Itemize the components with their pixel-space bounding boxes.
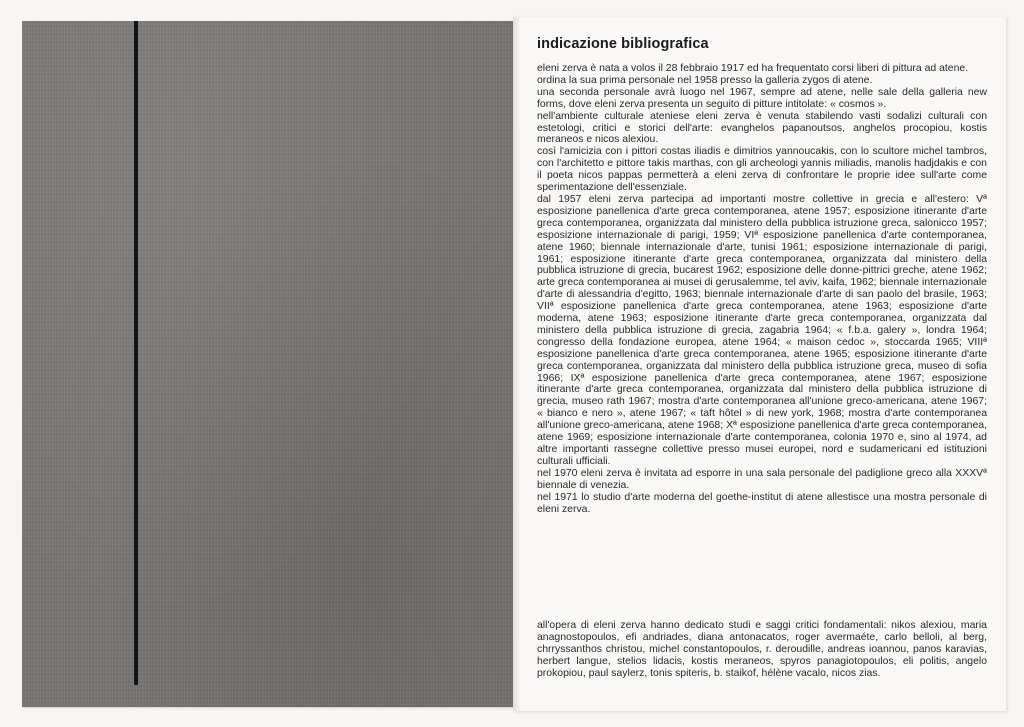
biography-text	[537, 63, 987, 515]
vertical-black-line	[134, 21, 138, 685]
paragraph-exhibitions: dal 1957 eleni zerva partecipa ad importanti mostre collettive in grecia e all'estero: Vª esposizione panellenica d'arte greca contemporanea, atene 1957; esposizione itinerante d'arte greca contemporanea, organizzata dal ministero della pubblica istruzione greca, salonicco 1957; esposizione internazionale di parigi, 1959; VIª esposizione panellenica d'arte contemporanea, atene 1960; biennale internazionale d'arte, tunisi 1961; esposizione internazionale di parigi, 1961; esposizione itinerante d'arte greca contemporanea, organizzata dal ministero della pubblica istruzione di grecia, bucarest 1962; esposizione delle donne-pittrici greche, atene 1962; arte greca contemporanea ai musei di gerusalemme, tel aviv, kaifa, 1962; biennale internazionale d'arte di alessandria d'egitto, 1963; biennale internazionale d'arte di san paolo del brasile, 1963; VIIª esposizione panellenica d'arte greca contemporanea, atene 1963; esposizione d'arte moderna, atene 1963; esposizione itinerante d'arte greca contemporanea, organizzata dal ministero della pubblica istruzione di grecia, zagabria 1964; « f.b.a. galery », londra 1964; congresso della fondazione europea, atene 1964; « maison cedoc », stoccarda 1965; VIIIª esposizione panellenica d'arte greca contemporanea, atene 1965; esposizione itinerante d'arte greca contemporanea, organizzata dal ministero della pubblica istruzione greca, museo di sofia 1966; IXª esposizione panellenica d'arte greca contemporanea, atene 1967; esposizione itinerante d'arte greca contemporanea, organizzata dal ministero della pubblica istruzione di grecia, museo rath 1967; mostra d'arte contemporanea all'unione greco-americana, atene 1967; « bianco e nero », atene 1967; « taft hôtel » di new york, 1968; mostra d'arte contemporanea all'unione greco-americana, atene 1968; Xª esposizione panellenica d'arte greca contemporanea, atene 1969; esposizione internazionale d'arte contemporanea, colonia 1970 e, sino al 1974, ad altre importanti rassegne collettive presso musei europei, nord e sudamericani ed istituzioni culturali ufficiali.	[537, 193, 987, 467]
paragraph-cultural-circle: nell'ambiente culturale ateniese eleni zerva è venuta stabilendo vasti sodalizi culturali con estetologi, critici e storici dell'arte: evanghelos papanoutsos, anghelos procopiou, kostis meraneos e nicos alexiou.	[537, 110, 987, 146]
page-title: indicazione bibliografica	[537, 36, 709, 52]
spine-shadow	[513, 17, 521, 711]
paragraph-second-solo: una seconda personale avrà luogo nel 1967, sempre ad atene, nelle sale della galleria new forms, dove eleni zerva presenta un seguito di pitture intitolate: « cosmos ».	[537, 86, 987, 110]
right-page-text	[513, 17, 1006, 711]
paragraph-critics: all'opera di eleni zerva hanno dedicato studi e saggi critici fondamentali: nikos alexiou, maria anagnostopoulos, efi andriades, diana antonacatos, roger avermaéte, carlo belloli, al berg, chrryssanthos christou, michel constantopoulos, r. deroudille, andreas ioannou, panos karavias, herbert langue, stelios lidacis, kostis meraneos, spyros panagiotopoulos, eli politis, angelo prokopiou, paul saylerz, tonis spiteris, b. staikof, hélène vacalo, nicos zias.	[537, 620, 987, 679]
left-page-artwork	[22, 21, 513, 707]
paragraph-birth: eleni zerva è nata a volos il 28 febbraio 1917 ed ha frequentato corsi liberi di pittura ad atene.	[537, 63, 969, 74]
paragraph-first-solo: ordina la sua prima personale nel 1958 presso la galleria zygos di atene.	[537, 74, 873, 86]
paragraph-friendships: così l'amicizia con i pittori costas iliadis e dimitrios yannoucakis, con lo scultore michel tambros, con l'architetto e pittore takis marthas, con gli archeologi yannis miliadis, manolis hadjdakis e con il poeta nicos pappas permetterà a eleni zerva di confrontare le proprie idee sull'arte come sperimentazione dell'essenziale.	[537, 146, 987, 194]
paragraph-goethe: nel 1971 lo studio d'arte moderna del goethe-institut di atene allestisce una mostra personale di eleni zerva.	[537, 491, 987, 515]
paragraph-venice: nel 1970 eleni zerva è invitata ad esporre in una sala personale del padiglione greco alla XXXVª biennale di venezia.	[537, 467, 987, 491]
